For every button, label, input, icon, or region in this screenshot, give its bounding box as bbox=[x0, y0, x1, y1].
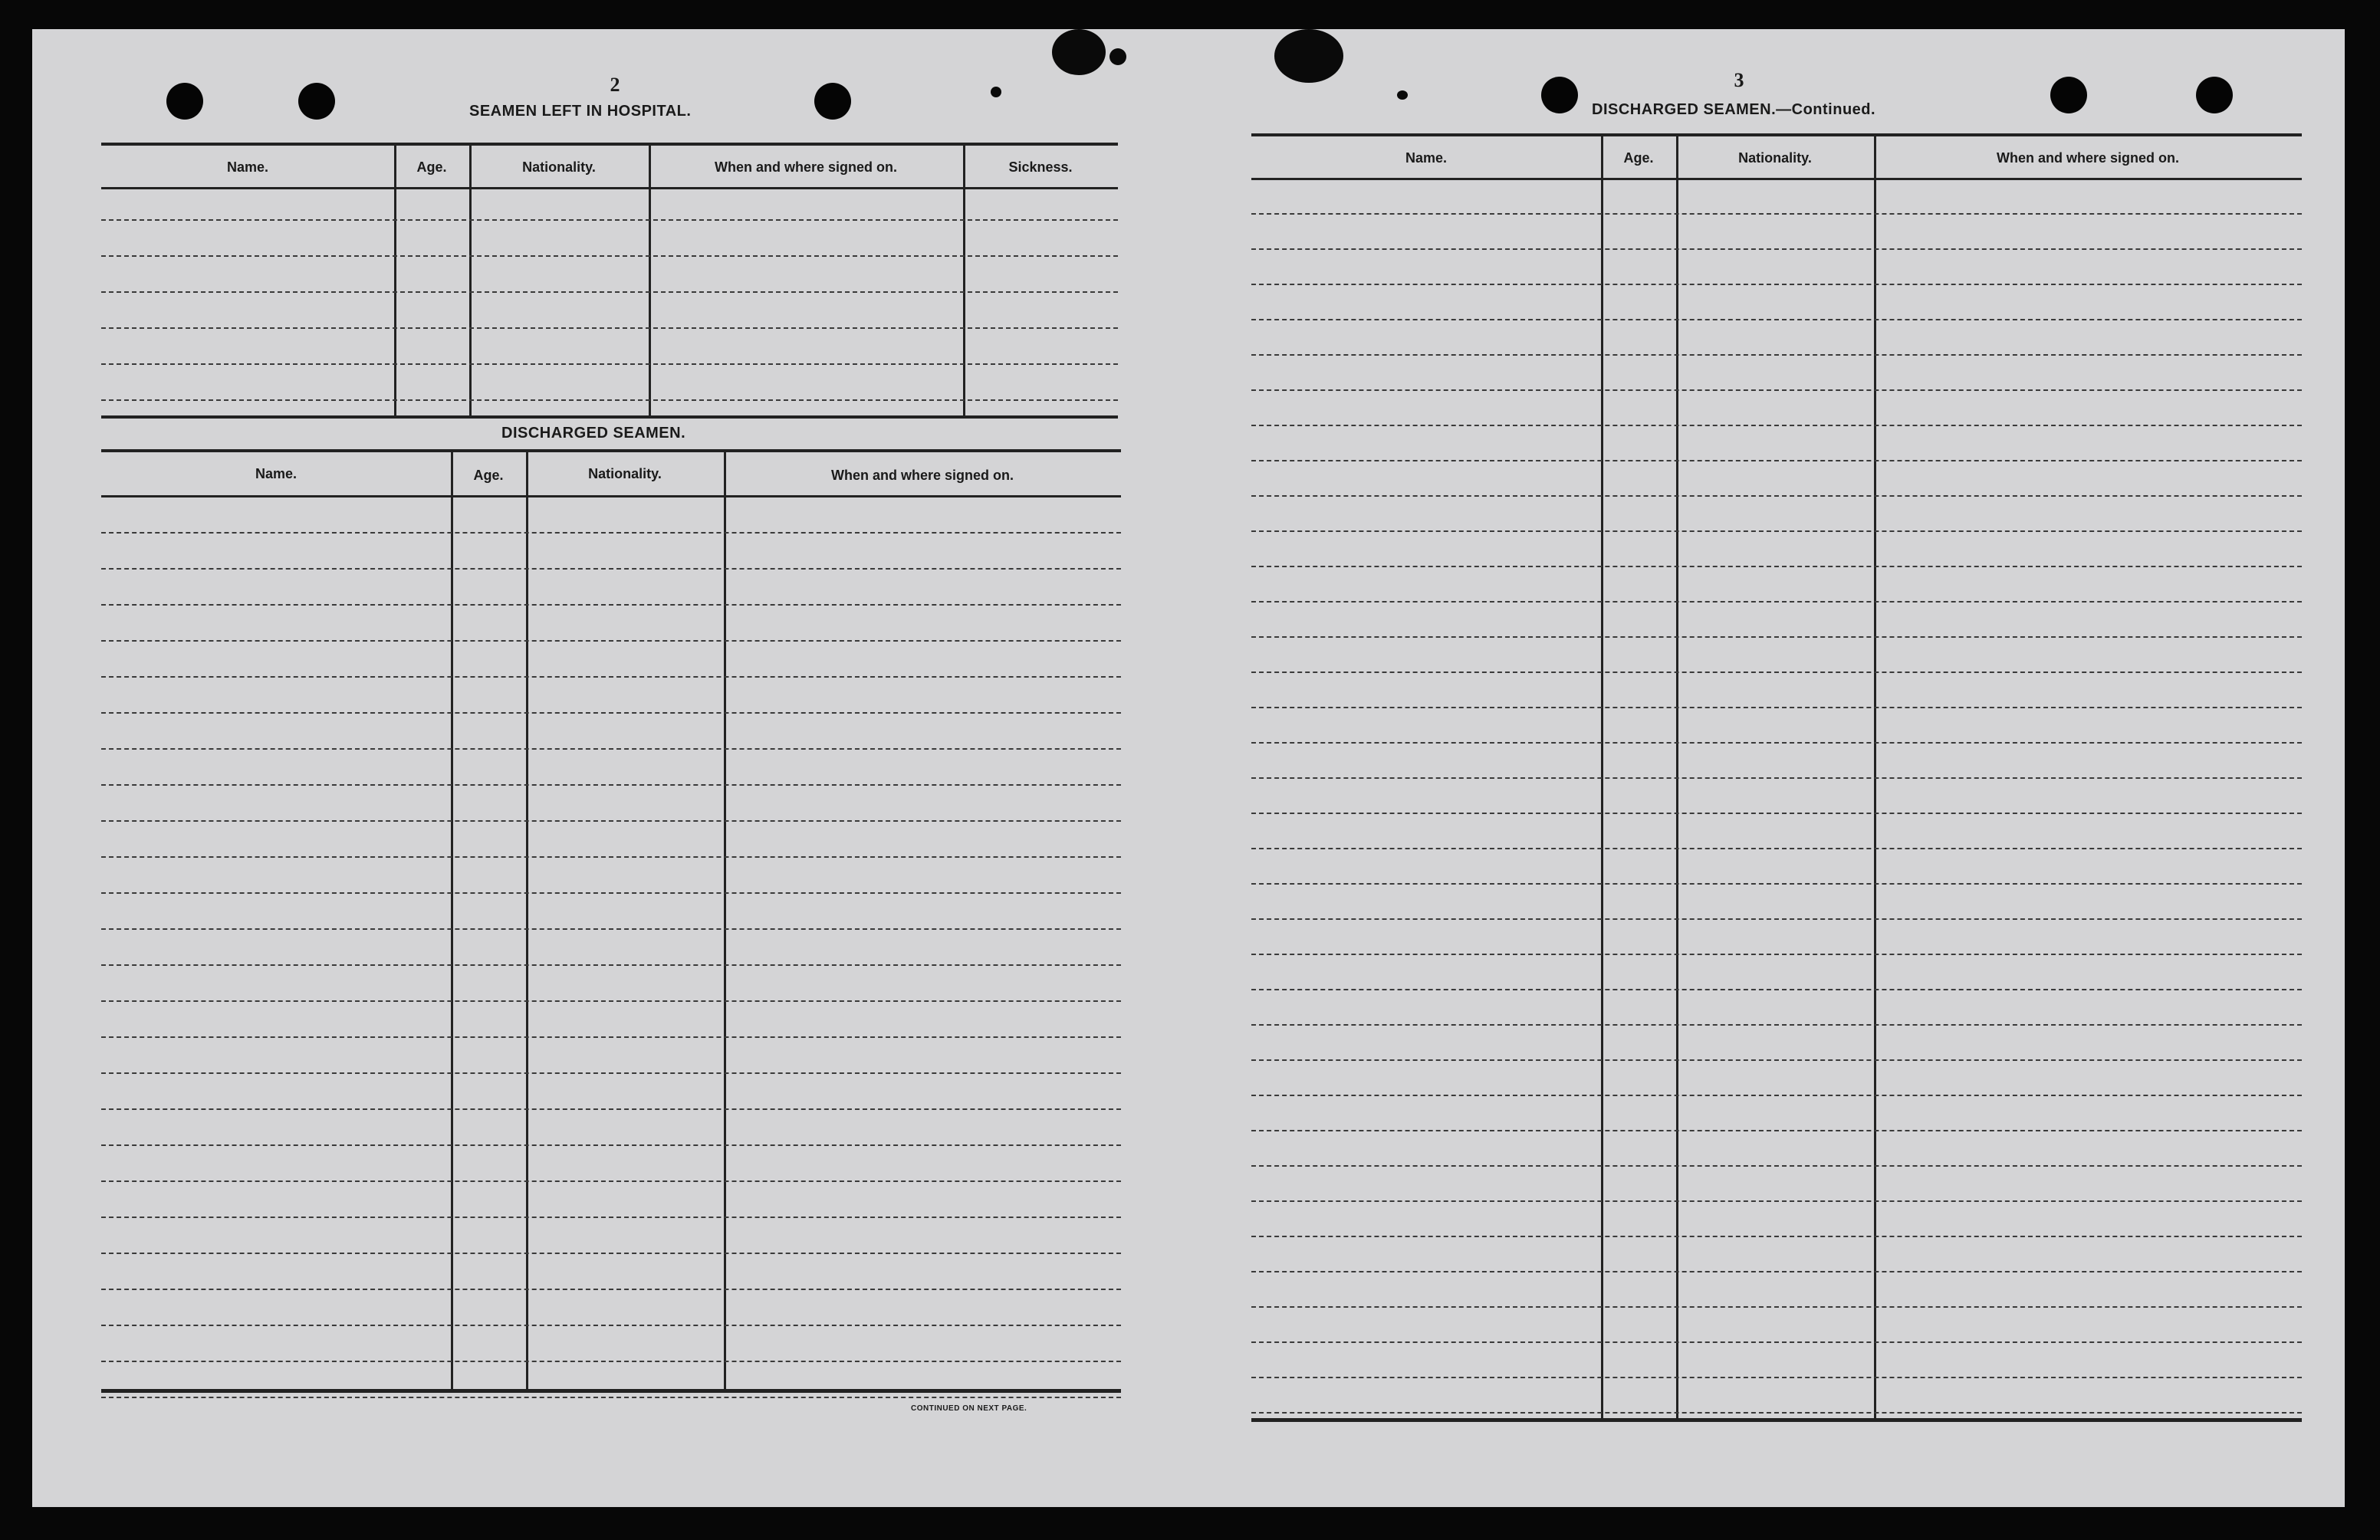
header-rule bbox=[1251, 178, 2302, 180]
table-row bbox=[1251, 1059, 2302, 1061]
table-row bbox=[101, 820, 1121, 822]
table-row bbox=[101, 748, 1121, 750]
table-row bbox=[101, 1072, 1121, 1074]
punch-hole bbox=[298, 83, 335, 120]
table-row bbox=[101, 1397, 1121, 1398]
column-divider bbox=[1601, 133, 1603, 1418]
table-row bbox=[101, 1180, 1121, 1182]
column-header-nationality: Nationality. bbox=[588, 466, 662, 481]
table-top-rule bbox=[101, 449, 1121, 452]
table-row bbox=[101, 676, 1121, 678]
document-sheet bbox=[32, 29, 2345, 1507]
column-header-age: Age. bbox=[1623, 150, 1654, 166]
table-row bbox=[1251, 213, 2302, 215]
table-row bbox=[1251, 989, 2302, 990]
column-header-signed-on: When and where signed on. bbox=[1996, 150, 2180, 166]
table-row bbox=[101, 928, 1121, 930]
table-row bbox=[1251, 460, 2302, 461]
discharged-table-left bbox=[101, 449, 1121, 1400]
torn-edge-blot bbox=[1397, 90, 1408, 100]
header-rule bbox=[101, 495, 1121, 497]
table-row bbox=[1251, 636, 2302, 638]
table-row bbox=[1251, 1095, 2302, 1096]
table-row bbox=[1251, 954, 2302, 955]
punch-hole bbox=[2196, 77, 2233, 113]
column-header-age: Age. bbox=[416, 159, 447, 175]
hospital-section-title: SEAMEN LEFT IN HOSPITAL. bbox=[469, 103, 692, 120]
column-divider bbox=[963, 143, 965, 415]
table-row bbox=[101, 1144, 1121, 1146]
table-row bbox=[101, 892, 1121, 894]
table-row bbox=[101, 604, 1121, 606]
table-row bbox=[1251, 495, 2302, 497]
discharged-section-title: DISCHARGED SEAMEN. bbox=[501, 425, 686, 442]
table-row bbox=[1251, 883, 2302, 885]
punch-hole bbox=[1541, 77, 1578, 113]
table-row bbox=[1251, 777, 2302, 779]
continued-note: CONTINUED ON NEXT PAGE. bbox=[911, 1404, 1027, 1413]
column-header-name: Name. bbox=[226, 159, 269, 175]
table-row bbox=[101, 291, 1118, 293]
table-row bbox=[1251, 813, 2302, 814]
table-row bbox=[101, 1325, 1121, 1326]
table-top-rule bbox=[1251, 133, 2302, 136]
column-header-signed-on: When and where signed on. bbox=[714, 159, 898, 175]
table-row bbox=[1251, 1412, 2302, 1414]
torn-edge-blot bbox=[1109, 48, 1126, 65]
column-divider bbox=[451, 449, 453, 1389]
discharged-continued-title: DISCHARGED SEAMEN.—Continued. bbox=[1592, 101, 1876, 118]
table-row bbox=[101, 255, 1118, 257]
table-row bbox=[101, 327, 1118, 329]
table-row bbox=[101, 1289, 1121, 1290]
table-row bbox=[101, 219, 1118, 221]
table-row bbox=[101, 640, 1121, 642]
table-row bbox=[101, 964, 1121, 966]
table-row bbox=[1251, 319, 2302, 320]
table-row bbox=[101, 1253, 1121, 1254]
punch-hole bbox=[814, 83, 851, 120]
table-row bbox=[1251, 1200, 2302, 1202]
table-row bbox=[1251, 248, 2302, 250]
table-row bbox=[1251, 1024, 2302, 1026]
punch-hole bbox=[2050, 77, 2087, 113]
table-top-rule bbox=[101, 143, 1118, 146]
column-header-name: Name. bbox=[1405, 150, 1448, 166]
table-row bbox=[1251, 1130, 2302, 1131]
table-row bbox=[101, 1000, 1121, 1002]
table-row bbox=[1251, 1341, 2302, 1343]
table-row bbox=[101, 399, 1118, 401]
table-row bbox=[1251, 284, 2302, 285]
column-header-signed-on: When and where signed on. bbox=[830, 468, 1014, 483]
table-row bbox=[1251, 425, 2302, 426]
table-row bbox=[101, 363, 1118, 365]
page-number-right: 3 bbox=[1734, 69, 1744, 91]
column-header-nationality: Nationality. bbox=[1738, 150, 1812, 166]
torn-edge-blot bbox=[1274, 29, 1343, 83]
header-rule bbox=[101, 187, 1118, 189]
table-row bbox=[101, 1036, 1121, 1038]
table-row bbox=[1251, 918, 2302, 920]
column-divider bbox=[724, 449, 726, 1389]
punch-hole bbox=[166, 83, 203, 120]
column-header-age: Age. bbox=[473, 468, 504, 483]
table-row bbox=[1251, 1165, 2302, 1167]
table-row bbox=[101, 784, 1121, 786]
column-header-sickness: Sickness. bbox=[1008, 159, 1073, 175]
table-row bbox=[1251, 742, 2302, 744]
column-divider bbox=[469, 143, 472, 415]
table-row bbox=[1251, 530, 2302, 532]
page-number-left: 2 bbox=[610, 74, 620, 96]
table-row bbox=[1251, 354, 2302, 356]
hospital-table bbox=[101, 143, 1118, 423]
column-divider bbox=[526, 449, 528, 1389]
column-divider bbox=[394, 143, 396, 415]
table-row bbox=[101, 568, 1121, 570]
column-divider bbox=[649, 143, 651, 415]
table-row bbox=[1251, 1271, 2302, 1272]
table-row bbox=[1251, 1377, 2302, 1378]
table-row bbox=[1251, 848, 2302, 849]
table-row bbox=[1251, 601, 2302, 603]
table-row bbox=[1251, 389, 2302, 391]
table-row bbox=[1251, 566, 2302, 567]
column-divider bbox=[1676, 133, 1678, 1418]
column-header-name: Name. bbox=[255, 466, 298, 481]
column-divider bbox=[1874, 133, 1876, 1418]
table-bottom-rule bbox=[101, 415, 1118, 419]
table-row bbox=[1251, 707, 2302, 708]
column-header-nationality: Nationality. bbox=[522, 159, 596, 175]
table-row bbox=[1251, 1306, 2302, 1308]
table-row bbox=[101, 1217, 1121, 1218]
table-row bbox=[101, 712, 1121, 714]
table-bottom-rule bbox=[101, 1389, 1121, 1393]
table-row bbox=[101, 532, 1121, 534]
table-bottom-rule bbox=[1251, 1418, 2302, 1422]
torn-edge-blot bbox=[991, 87, 1001, 97]
torn-edge-blot bbox=[1052, 29, 1106, 75]
table-row bbox=[1251, 1236, 2302, 1237]
table-row bbox=[101, 1361, 1121, 1362]
table-row bbox=[101, 1108, 1121, 1110]
table-row bbox=[1251, 671, 2302, 673]
table-row bbox=[101, 856, 1121, 858]
discharged-table-right bbox=[1251, 133, 2302, 1421]
